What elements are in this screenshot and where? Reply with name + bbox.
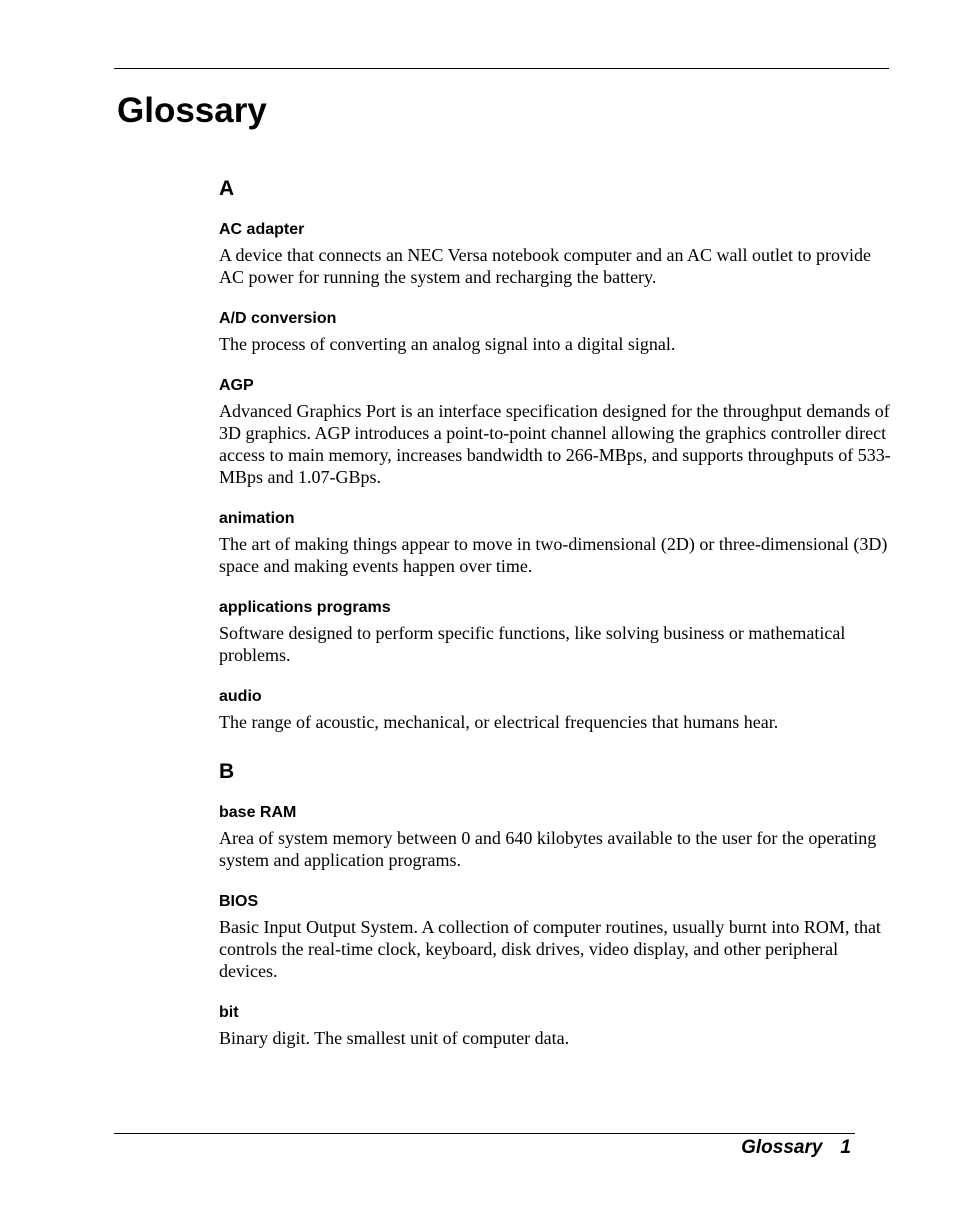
header-rule — [114, 68, 889, 69]
glossary-definition: The range of acoustic, mechanical, or electrical frequencies that humans hear. — [219, 712, 779, 732]
footer-rule — [114, 1133, 855, 1134]
glossary-content — [219, 176, 891, 1070]
glossary-term: A/D conversion — [219, 310, 337, 327]
glossary-term: AGP — [219, 377, 254, 394]
glossary-definition: Advanced Graphics Port is an interface specification designed for the throughput demands of 3D graphics. AGP introduces a point-to-point channel allowing the graphics controller direct access to main memory, increases bandwidth to 266-MBps, and supports throughputs of 533-MBps and 1.07-GBps. — [219, 401, 891, 487]
glossary-definition: A device that connects an NEC Versa notebook computer and an AC wall outlet to provide AC power for running the system and recharging the battery. — [219, 245, 872, 287]
page-footer — [741, 1136, 851, 1160]
glossary-definition: The art of making things appear to move in two-dimensional (2D) or three-dimensional (3D) space and making events happen over time. — [219, 534, 888, 576]
section-letter: B — [219, 760, 235, 783]
glossary-term: BIOS — [219, 893, 259, 910]
page-number: 1 — [840, 1137, 851, 1158]
page-title: Glossary — [117, 91, 267, 130]
glossary-section-b — [219, 759, 891, 1049]
glossary-entry — [219, 598, 891, 666]
glossary-term: applications programs — [219, 599, 391, 616]
footer-label: Glossary — [741, 1137, 823, 1158]
glossary-entry — [219, 376, 891, 488]
glossary-entry — [219, 220, 891, 288]
glossary-definition: Basic Input Output System. A collection of computer routines, usually burnt into ROM, that controls the real-time clock, keyboard, disk drives, video display, and other peripheral devices. — [219, 917, 881, 981]
glossary-entry — [219, 509, 891, 577]
glossary-term: AC adapter — [219, 221, 305, 238]
glossary-definition: Binary digit. The smallest unit of computer data. — [219, 1028, 570, 1048]
glossary-definition: The process of converting an analog signal into a digital signal. — [219, 334, 676, 354]
glossary-term: base RAM — [219, 804, 297, 821]
section-letter: A — [219, 177, 235, 200]
glossary-definition: Area of system memory between 0 and 640 kilobytes available to the user for the operating system and application programs. — [219, 828, 877, 870]
glossary-entry — [219, 1003, 891, 1049]
glossary-entry — [219, 687, 891, 733]
glossary-definition: Software designed to perform specific functions, like solving business or mathematical problems. — [219, 623, 846, 665]
glossary-section-a — [219, 176, 891, 733]
glossary-entry — [219, 309, 891, 355]
glossary-entry — [219, 892, 891, 982]
glossary-term: bit — [219, 1004, 239, 1021]
glossary-term: audio — [219, 688, 262, 705]
glossary-term: animation — [219, 510, 295, 527]
glossary-entry — [219, 803, 891, 871]
